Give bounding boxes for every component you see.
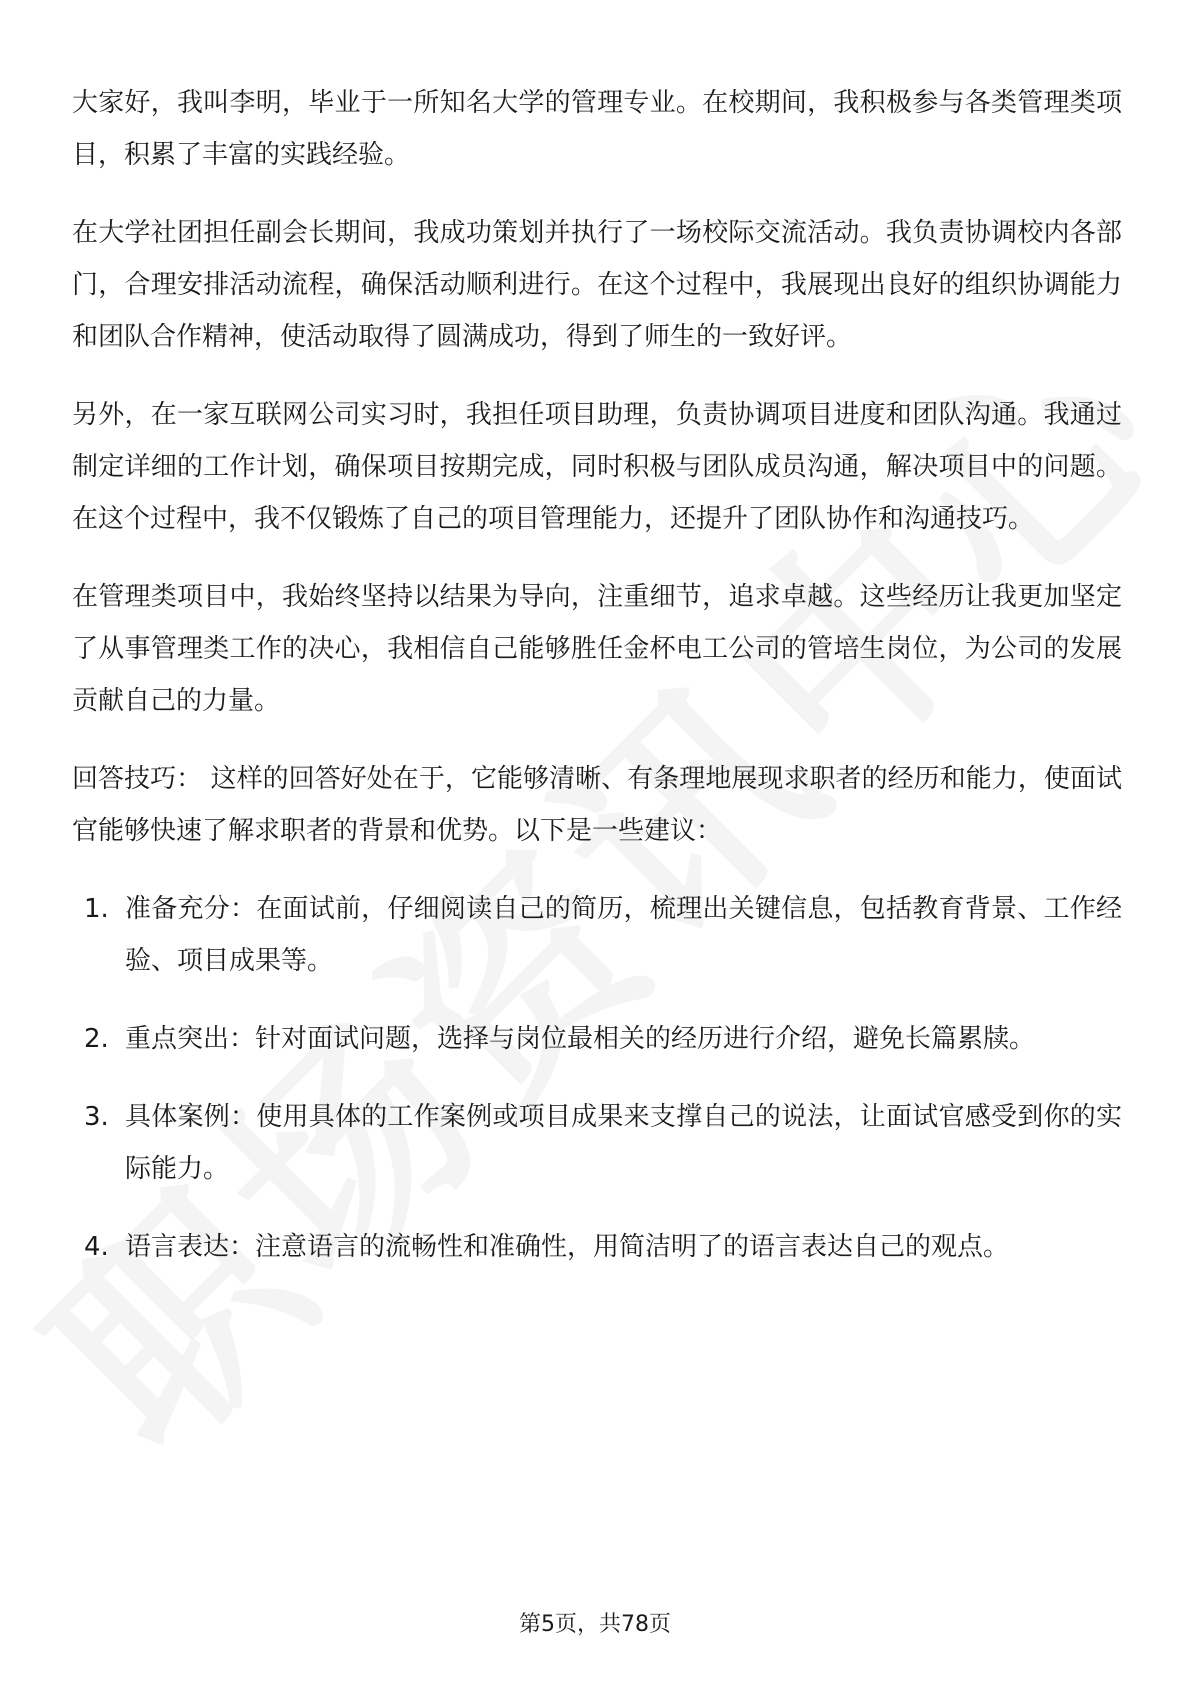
paragraph-internship: 另外，在一家互联网公司实习时，我担任项目助理，负责协调项目进度和团队沟通。我通过制定详细的工作计划，确保项目按期完成，同时积极与团队成员沟通，解决项目中的问题。在这个过程中，我不仅锻炼了自己的项目管理能力，还提升了团队协作和沟通技巧。	[72, 400, 1122, 534]
list-item	[72, 883, 1122, 987]
list-item	[72, 1091, 1122, 1195]
list-item	[72, 1221, 1122, 1273]
list-item-text: 语言表达：注意语言的流畅性和准确性，用简洁明了的语言表达自己的观点。	[125, 1232, 1010, 1262]
page-footer: 第5页，共78页	[519, 1612, 671, 1637]
list-number: 1.	[84, 894, 109, 924]
list-item-text: 重点突出：针对面试问题，选择与岗位最相关的经历进行介绍，避免长篇累牍。	[125, 1024, 1036, 1054]
paragraph-answer-tips: 回答技巧： 这样的回答好处在于，它能够清晰、有条理地展现求职者的经历和能力，使面试官能够快速了解求职者的背景和优势。以下是一些建议：	[72, 764, 1122, 846]
list-number: 2.	[84, 1024, 109, 1054]
list-item-text: 准备充分：在面试前，仔细阅读自己的简历，梳理出关键信息，包括教育背景、工作经验、项目成果等。	[125, 894, 1122, 976]
paragraph-conclusion: 在管理类项目中，我始终坚持以结果为导向，注重细节，追求卓越。这些经历让我更加坚定了从事管理类工作的决心，我相信自己能够胜任金杯电工公司的管培生岗位，为公司的发展贡献自己的力量。	[72, 582, 1122, 716]
list-number: 3.	[84, 1102, 109, 1132]
document-body	[72, 77, 1122, 1299]
paragraph-intro: 大家好，我叫李明，毕业于一所知名大学的管理专业。在校期间，我积极参与各类管理类项目，积累了丰富的实践经验。	[72, 88, 1122, 170]
tips-list	[72, 883, 1122, 1273]
list-item-text: 具体案例：使用具体的工作案例或项目成果来支撑自己的说法，让面试官感受到你的实际能力。	[125, 1102, 1122, 1184]
list-item	[72, 1013, 1122, 1065]
paragraph-club-experience: 在大学社团担任副会长期间，我成功策划并执行了一场校际交流活动。我负责协调校内各部门，合理安排活动流程，确保活动顺利进行。在这个过程中，我展现出良好的组织协调能力和团队合作精神，使活动取得了圆满成功，得到了师生的一致好评。	[72, 218, 1122, 352]
list-number: 4.	[84, 1232, 109, 1262]
